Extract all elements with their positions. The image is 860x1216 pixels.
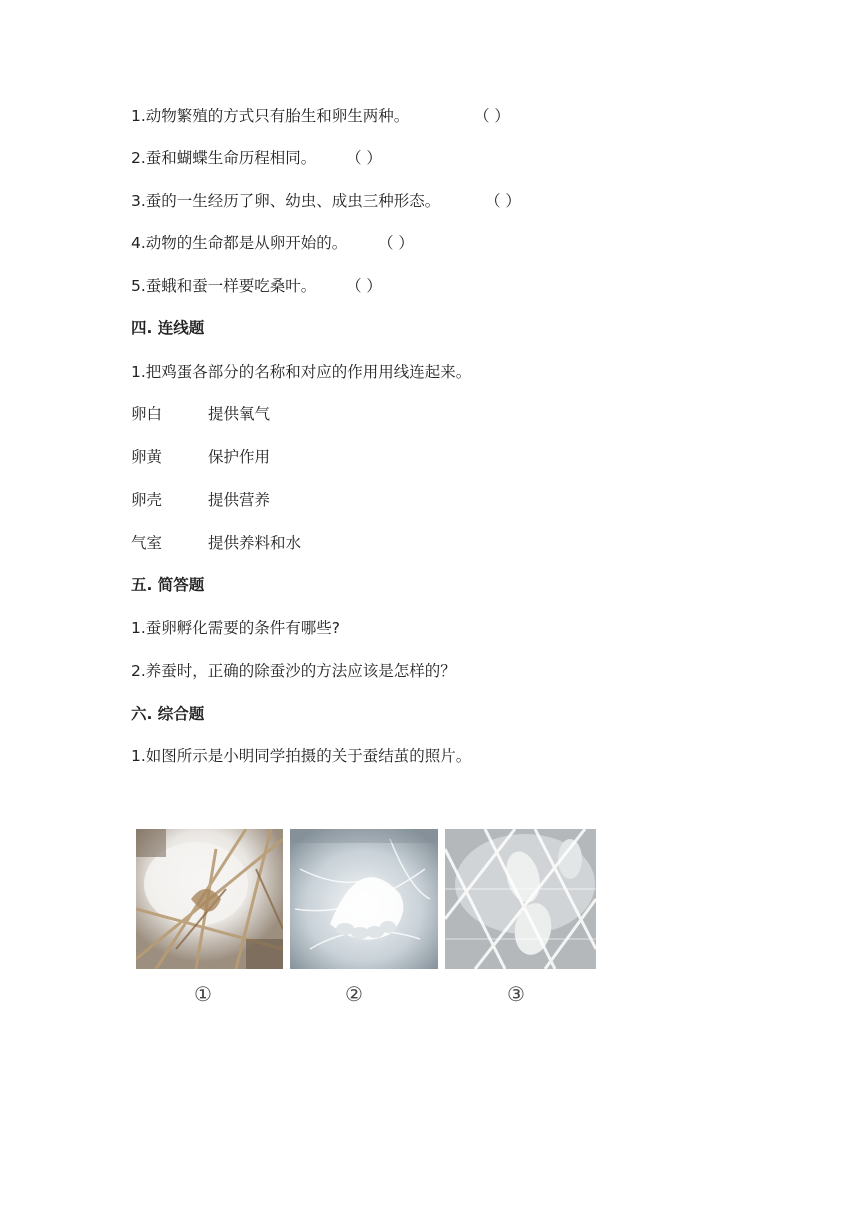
answer-blank-2: （ ） xyxy=(346,149,382,167)
answer-blank-5: （ ） xyxy=(346,277,382,295)
judge-item-2: 2.蚕和蝴蝶生命历程相同。 xyxy=(131,149,317,167)
answer-blank-1: （ ） xyxy=(474,107,510,125)
judge-item-1: 1.动物繁殖的方式只有胎生和卵生两种。 xyxy=(131,107,410,125)
short-answer-q2: 2.养蚕时，正确的除蚕沙的方法应该是怎样的？ xyxy=(131,662,456,680)
cocoon-photo-2 xyxy=(290,829,438,969)
cocoon-photo-1 xyxy=(136,829,283,969)
judge-item-5: 5.蚕蛾和蚕一样要吃桑叶。 xyxy=(131,277,317,295)
egg-part-1: 卵白 xyxy=(131,405,163,423)
photo-caption-3: ③ xyxy=(507,982,525,1006)
section-heading-comprehensive: 六. 综合题 xyxy=(131,705,205,723)
function-4: 提供养料和水 xyxy=(208,534,302,552)
egg-part-4: 气室 xyxy=(131,534,163,552)
function-1: 提供氧气 xyxy=(208,405,271,423)
answer-blank-4: （ ） xyxy=(378,234,414,252)
judge-item-4: 4.动物的生命都是从卵开始的。 xyxy=(131,234,348,252)
photo-caption-2: ② xyxy=(345,982,363,1006)
function-3: 提供营养 xyxy=(208,491,271,509)
comprehensive-q1: 1.如图所示是小明同学拍摄的关于蚕结茧的照片。 xyxy=(131,747,472,765)
function-2: 保护作用 xyxy=(208,448,271,466)
photo-caption-1: ① xyxy=(194,982,212,1006)
matching-question: 1.把鸡蛋各部分的名称和对应的作用用线连起来。 xyxy=(131,363,472,381)
answer-blank-3: （ ） xyxy=(485,192,521,210)
egg-part-2: 卵黄 xyxy=(131,448,163,466)
cocoon-photo-3 xyxy=(445,829,596,969)
egg-part-3: 卵壳 xyxy=(131,491,163,509)
section-heading-short-answer: 五. 简答题 xyxy=(131,576,205,594)
short-answer-q1: 1.蚕卵孵化需要的条件有哪些? xyxy=(131,619,341,637)
judge-item-3: 3.蚕的一生经历了卵、幼虫、成虫三种形态。 xyxy=(131,192,441,210)
section-heading-matching: 四. 连线题 xyxy=(131,319,205,337)
